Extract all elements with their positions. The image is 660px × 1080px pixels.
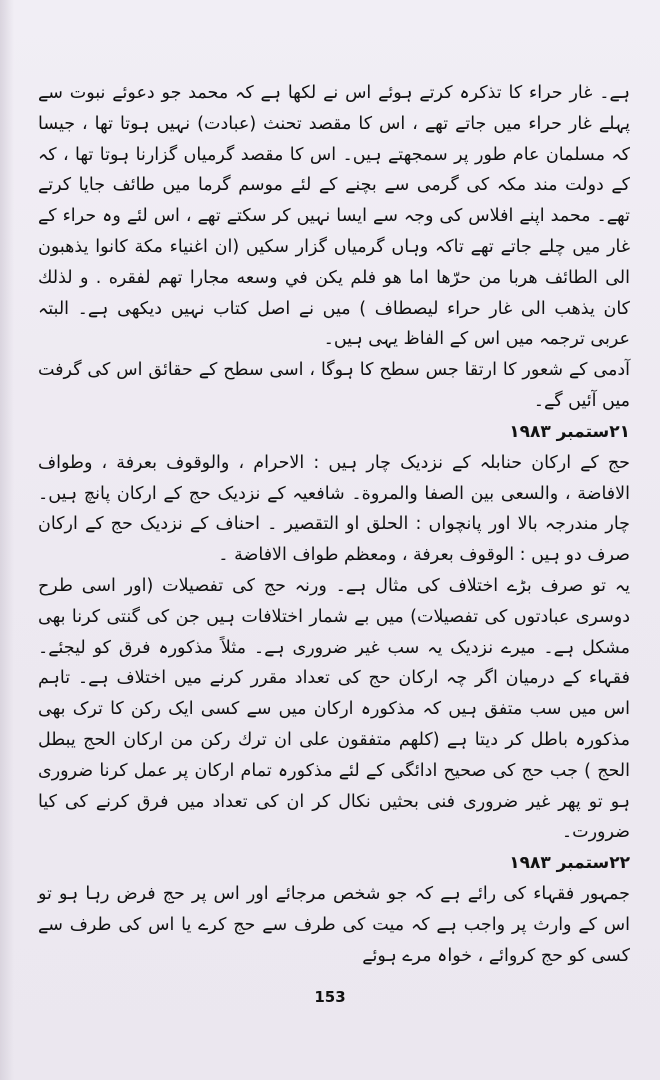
page-number: 153 [314,988,346,1006]
paragraph-jamhoor-fuqaha: جمہور فقہاء کی رائے ہے کہ جو شخص مرجائے اور اس پر حج فرض رہا ہو تو اس کے وارث پر واجب ہے کہ میت کی طرف سے حج کرے یا اس کی طرف سے کسی کو حج کروائے ، خواہ مرے ہوئے [38,884,630,966]
page-text [38,78,630,972]
paragraph-ghar-hira: ہے۔ غار حراء کا تذکرہ کرتے ہوئے اس نے لکھا ہے کہ محمد جو دعوئے نبوت سے پہلے غار حراء میں جاتے تھے ، اس کا مقصد تحنث (عبادت) نہیں ہوتا تھا ، جیسا کہ مسلمان عام طور پر سمجھتے ہیں۔ اس کا مقصد گرمیاں گزارنا ہوتا تھا ، کہ کے دولت مند مکہ کی گرمی سے بچنے کے لئے موسم گرما میں طائف جایا کرتے تھے۔ محمد اپنے افلاس کی وجہ سے ایسا نہیں کر سکتے تھے ، اس لئے وہ حراء کے غار میں چلے جاتے تھے تاکہ وہاں گرمیاں گزار سکیں (ان اغنیاء مكة كانوا يذهبون الى الطائف هربا من حرّها اما هو فلم يكن في وسعه مجارا تهم لفقره . و لذلك كان يذهب الى غار حراء ليصطاف ) میں نے اصل کتاب نہیں دیکھی ہے۔ البتہ عربی ترجمہ میں اس کے الفاظ یہی ہیں۔ [38,83,630,350]
paragraph-shaoor: آدمی کے شعور کا ارتقا جس سطح کا ہوگا ، اسی سطح کے حقائق اس کی گرفت میں آئیں گے۔ [38,360,630,411]
date-heading-21-sep: ۲۱ستمبر ۱۹۸۳ [509,421,630,442]
paragraph-arkan-hajj: حج کے ارکان حنابلہ کے نزدیک چار ہیں : الاحرام ، والوقوف بعرفة ، وطواف الافاضة ، والسعی بین الصفا والمروة۔ شافعیہ کے نزدیک حج کے ارکان پانچ ہیں۔ چار مندرجہ بالا اور پانچواں : الحلق او التقصیر ۔ احناف کے نزدیک حج کے ارکان صرف دو ہیں : الوقوف بعرفة ، ومعظم طواف الافاضة ۔ [38,452,630,566]
date-heading-22-sep: ۲۲ستمبر ۱۹۸۳ [509,853,630,874]
paragraph-ikhtilaf: یہ تو صرف بڑے اختلاف کی مثال ہے۔ ورنہ حج کی تفصیلات (اور اسی طرح دوسری عبادتوں کی تفصیلات) میں بے شمار اختلافات ہیں جن کی گنتی کرنا بھی مشکل ہے۔ میرے نزدیک یہ سب غیر ضروری ہے۔ مثلاً مذکورہ فرق کو لیجئے۔ فقہاء کے درمیان اگر چہ ارکان حج کی تعداد مقرر کرنے میں اختلاف ہے۔ تاہم اس میں سب متفق ہیں کہ مذکورہ ارکان میں سے کسی ایک رکن کا ترک بھی مذکورہ باطل کر دیتا ہے (كلهم متفقون على ان ترك ركن من اركان الحج يبطل الحج ) جب حج کی صحیح ادائگی کے لئے مذکورہ تمام ارکان پر عمل کرنا ضروری ہو تو پھر غیر ضروری فنی بحثیں نکال کر ان کی تعداد میں فرق کرنے کی کیا ضرورت۔ [38,575,630,843]
